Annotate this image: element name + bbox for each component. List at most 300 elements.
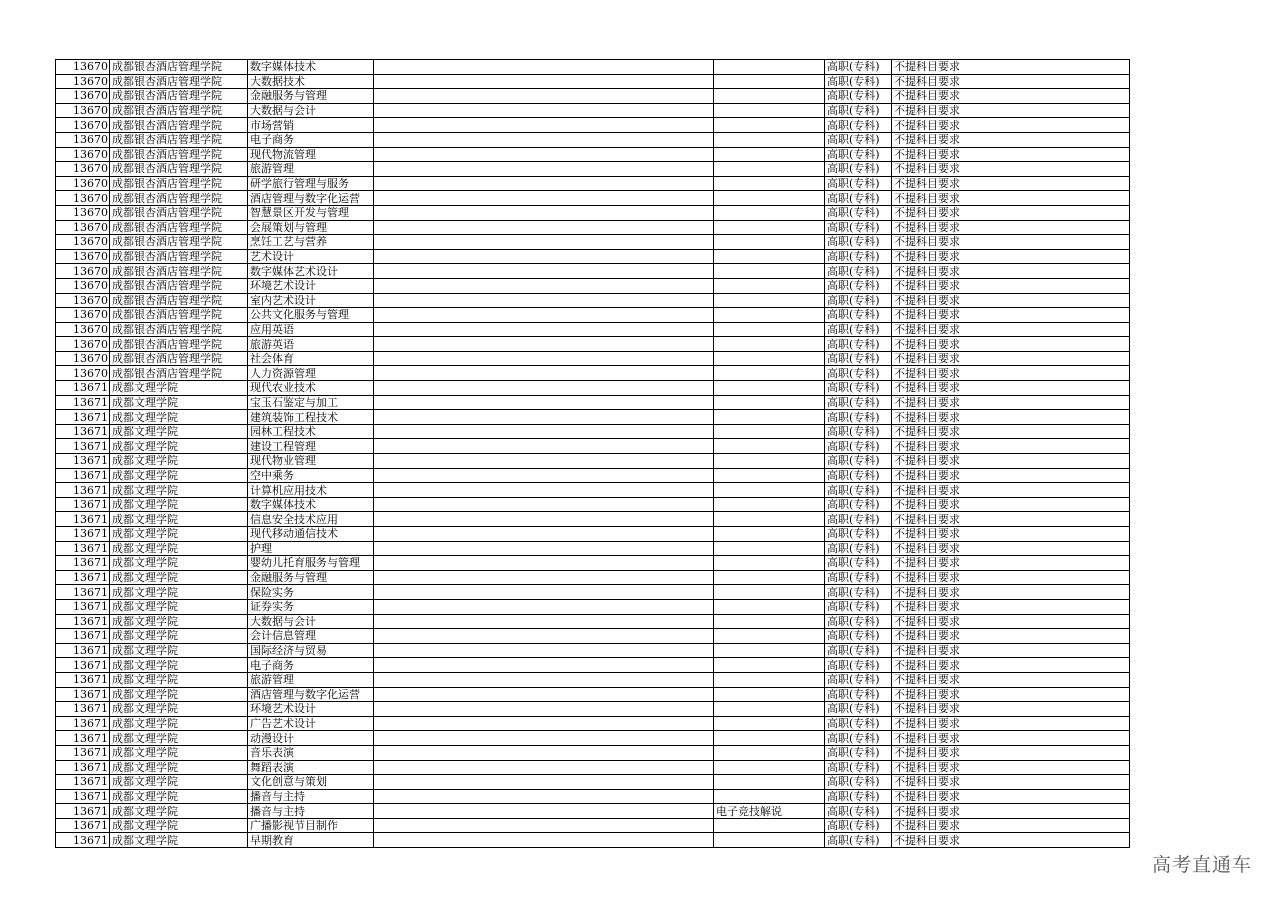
cell-school: 成都文理学院 [110, 745, 248, 760]
cell-blank [374, 89, 714, 104]
cell-school: 成都文理学院 [110, 789, 248, 804]
cell-note [714, 468, 825, 483]
cell-major: 信息安全技术应用 [248, 512, 374, 527]
cell-major: 环境艺术设计 [248, 278, 374, 293]
table-row [56, 147, 1130, 162]
cell-code: 13670 [56, 132, 110, 147]
cell-major: 建设工程管理 [248, 439, 374, 454]
cell-level: 高职(专科) [825, 804, 892, 819]
cell-school: 成都文理学院 [110, 833, 248, 848]
cell-code: 13670 [56, 351, 110, 366]
cell-requirement: 不提科目要求 [892, 351, 1130, 366]
cell-code: 13671 [56, 643, 110, 658]
cell-level: 高职(专科) [825, 74, 892, 89]
cell-school: 成都文理学院 [110, 760, 248, 775]
cell-code: 13670 [56, 205, 110, 220]
cell-requirement: 不提科目要求 [892, 512, 1130, 527]
cell-blank [374, 716, 714, 731]
cell-major: 建筑装饰工程技术 [248, 410, 374, 425]
table-row [56, 789, 1130, 804]
cell-major: 园林工程技术 [248, 424, 374, 439]
cell-code: 13671 [56, 687, 110, 702]
table-row [56, 702, 1130, 717]
cell-note [714, 745, 825, 760]
table-row [56, 424, 1130, 439]
cell-code: 13671 [56, 658, 110, 673]
cell-note [714, 483, 825, 498]
cell-note [714, 672, 825, 687]
cell-school: 成都文理学院 [110, 570, 248, 585]
cell-blank [374, 745, 714, 760]
cell-requirement: 不提科目要求 [892, 278, 1130, 293]
cell-level: 高职(专科) [825, 833, 892, 848]
cell-blank [374, 132, 714, 147]
cell-blank [374, 424, 714, 439]
cell-requirement: 不提科目要求 [892, 468, 1130, 483]
cell-level: 高职(专科) [825, 745, 892, 760]
cell-code: 13671 [56, 599, 110, 614]
cell-requirement: 不提科目要求 [892, 249, 1130, 264]
cell-school: 成都银杏酒店管理学院 [110, 118, 248, 133]
cell-school: 成都银杏酒店管理学院 [110, 176, 248, 191]
cell-level: 高职(专科) [825, 264, 892, 279]
cell-requirement: 不提科目要求 [892, 570, 1130, 585]
table-row [56, 366, 1130, 381]
cell-requirement: 不提科目要求 [892, 804, 1130, 819]
cell-requirement: 不提科目要求 [892, 308, 1130, 323]
table-row [56, 497, 1130, 512]
cell-code: 13671 [56, 527, 110, 542]
cell-code: 13671 [56, 410, 110, 425]
cell-note [714, 89, 825, 104]
cell-school: 成都文理学院 [110, 818, 248, 833]
cell-note [714, 249, 825, 264]
cell-requirement: 不提科目要求 [892, 789, 1130, 804]
cell-requirement: 不提科目要求 [892, 235, 1130, 250]
table-row [56, 249, 1130, 264]
cell-note [714, 614, 825, 629]
cell-code: 13670 [56, 176, 110, 191]
cell-major: 大数据与会计 [248, 614, 374, 629]
table-row [56, 629, 1130, 644]
cell-school: 成都文理学院 [110, 643, 248, 658]
cell-blank [374, 658, 714, 673]
table-row [56, 308, 1130, 323]
cell-major: 音乐表演 [248, 745, 374, 760]
cell-school: 成都文理学院 [110, 497, 248, 512]
cell-note [714, 702, 825, 717]
cell-level: 高职(专科) [825, 760, 892, 775]
cell-blank [374, 702, 714, 717]
cell-note [714, 162, 825, 177]
cell-note: 电子竞技解说 [714, 804, 825, 819]
cell-code: 13671 [56, 716, 110, 731]
cell-code: 13671 [56, 395, 110, 410]
table-row [56, 760, 1130, 775]
cell-level: 高职(专科) [825, 89, 892, 104]
cell-requirement: 不提科目要求 [892, 103, 1130, 118]
cell-level: 高职(专科) [825, 235, 892, 250]
cell-code: 13670 [56, 337, 110, 352]
cell-code: 13670 [56, 74, 110, 89]
cell-school: 成都文理学院 [110, 454, 248, 469]
cell-major: 数字媒体艺术设计 [248, 264, 374, 279]
cell-level: 高职(专科) [825, 468, 892, 483]
table-row [56, 687, 1130, 702]
cell-blank [374, 439, 714, 454]
cell-level: 高职(专科) [825, 702, 892, 717]
cell-code: 13671 [56, 541, 110, 556]
cell-requirement: 不提科目要求 [892, 775, 1130, 790]
cell-level: 高职(专科) [825, 818, 892, 833]
cell-requirement: 不提科目要求 [892, 147, 1130, 162]
cell-school: 成都文理学院 [110, 672, 248, 687]
cell-level: 高职(专科) [825, 132, 892, 147]
cell-blank [374, 176, 714, 191]
cell-requirement: 不提科目要求 [892, 220, 1130, 235]
cell-note [714, 191, 825, 206]
cell-requirement: 不提科目要求 [892, 439, 1130, 454]
cell-level: 高职(专科) [825, 118, 892, 133]
cell-major: 旅游管理 [248, 672, 374, 687]
cell-level: 高职(专科) [825, 337, 892, 352]
cell-major: 早期教育 [248, 833, 374, 848]
cell-level: 高职(专科) [825, 527, 892, 542]
cell-blank [374, 293, 714, 308]
cell-major: 广告艺术设计 [248, 716, 374, 731]
table-row [56, 716, 1130, 731]
table-row [56, 220, 1130, 235]
table-row [56, 643, 1130, 658]
cell-level: 高职(专科) [825, 366, 892, 381]
cell-school: 成都文理学院 [110, 439, 248, 454]
cell-blank [374, 731, 714, 746]
cell-blank [374, 162, 714, 177]
cell-major: 室内艺术设计 [248, 293, 374, 308]
cell-note [714, 278, 825, 293]
cell-school: 成都文理学院 [110, 468, 248, 483]
table-row [56, 833, 1130, 848]
cell-blank [374, 497, 714, 512]
cell-code: 13670 [56, 220, 110, 235]
cell-blank [374, 264, 714, 279]
cell-level: 高职(专科) [825, 629, 892, 644]
cell-level: 高职(专科) [825, 599, 892, 614]
cell-code: 13670 [56, 162, 110, 177]
cell-blank [374, 483, 714, 498]
cell-major: 现代物流管理 [248, 147, 374, 162]
table-row [56, 103, 1130, 118]
cell-code: 13671 [56, 818, 110, 833]
cell-blank [374, 103, 714, 118]
cell-code: 13671 [56, 833, 110, 848]
admission-table [55, 59, 1130, 848]
cell-major: 旅游管理 [248, 162, 374, 177]
cell-blank [374, 599, 714, 614]
cell-note [714, 454, 825, 469]
cell-requirement: 不提科目要求 [892, 643, 1130, 658]
cell-requirement: 不提科目要求 [892, 205, 1130, 220]
cell-requirement: 不提科目要求 [892, 658, 1130, 673]
cell-school: 成都文理学院 [110, 512, 248, 527]
cell-school: 成都文理学院 [110, 804, 248, 819]
cell-school: 成都银杏酒店管理学院 [110, 264, 248, 279]
cell-level: 高职(专科) [825, 556, 892, 571]
cell-school: 成都文理学院 [110, 658, 248, 673]
cell-level: 高职(专科) [825, 293, 892, 308]
cell-major: 金融服务与管理 [248, 89, 374, 104]
cell-note [714, 176, 825, 191]
cell-requirement: 不提科目要求 [892, 60, 1130, 75]
cell-code: 13671 [56, 629, 110, 644]
cell-note [714, 570, 825, 585]
cell-requirement: 不提科目要求 [892, 599, 1130, 614]
cell-major: 广播影视节目制作 [248, 818, 374, 833]
cell-requirement: 不提科目要求 [892, 585, 1130, 600]
cell-requirement: 不提科目要求 [892, 293, 1130, 308]
table-row [56, 337, 1130, 352]
cell-major: 会计信息管理 [248, 629, 374, 644]
table-row [56, 483, 1130, 498]
table-row [56, 614, 1130, 629]
cell-blank [374, 308, 714, 323]
cell-code: 13671 [56, 497, 110, 512]
cell-note [714, 731, 825, 746]
table-row [56, 658, 1130, 673]
cell-major: 舞蹈表演 [248, 760, 374, 775]
cell-note [714, 833, 825, 848]
table-row [56, 585, 1130, 600]
cell-requirement: 不提科目要求 [892, 629, 1130, 644]
cell-major: 市场营销 [248, 118, 374, 133]
cell-note [714, 775, 825, 790]
table-row [56, 541, 1130, 556]
cell-school: 成都文理学院 [110, 775, 248, 790]
cell-major: 现代农业技术 [248, 381, 374, 396]
cell-code: 13670 [56, 89, 110, 104]
cell-code: 13671 [56, 804, 110, 819]
cell-blank [374, 205, 714, 220]
cell-note [714, 235, 825, 250]
cell-school: 成都银杏酒店管理学院 [110, 103, 248, 118]
cell-requirement: 不提科目要求 [892, 366, 1130, 381]
cell-requirement: 不提科目要求 [892, 381, 1130, 396]
cell-note [714, 366, 825, 381]
cell-code: 13670 [56, 278, 110, 293]
cell-major: 酒店管理与数字化运营 [248, 687, 374, 702]
cell-blank [374, 629, 714, 644]
cell-blank [374, 220, 714, 235]
table-row [56, 599, 1130, 614]
table-row [56, 118, 1130, 133]
cell-note [714, 147, 825, 162]
cell-requirement: 不提科目要求 [892, 337, 1130, 352]
cell-major: 旅游英语 [248, 337, 374, 352]
table-row [56, 439, 1130, 454]
cell-blank [374, 541, 714, 556]
cell-code: 13670 [56, 322, 110, 337]
cell-level: 高职(专科) [825, 541, 892, 556]
cell-note [714, 629, 825, 644]
cell-major: 婴幼儿托育服务与管理 [248, 556, 374, 571]
cell-requirement: 不提科目要求 [892, 74, 1130, 89]
cell-school: 成都文理学院 [110, 585, 248, 600]
table-row [56, 351, 1130, 366]
cell-major: 数字媒体技术 [248, 60, 374, 75]
cell-note [714, 556, 825, 571]
cell-note [714, 818, 825, 833]
cell-blank [374, 643, 714, 658]
cell-school: 成都银杏酒店管理学院 [110, 351, 248, 366]
table-row [56, 556, 1130, 571]
cell-note [714, 308, 825, 323]
cell-school: 成都银杏酒店管理学院 [110, 147, 248, 162]
cell-requirement: 不提科目要求 [892, 760, 1130, 775]
cell-school: 成都文理学院 [110, 629, 248, 644]
cell-level: 高职(专科) [825, 103, 892, 118]
table-row [56, 381, 1130, 396]
cell-blank [374, 235, 714, 250]
cell-requirement: 不提科目要求 [892, 497, 1130, 512]
cell-requirement: 不提科目要求 [892, 483, 1130, 498]
cell-note [714, 74, 825, 89]
table-row [56, 235, 1130, 250]
cell-code: 13670 [56, 147, 110, 162]
cell-requirement: 不提科目要求 [892, 541, 1130, 556]
cell-code: 13671 [56, 570, 110, 585]
cell-level: 高职(专科) [825, 454, 892, 469]
cell-level: 高职(专科) [825, 395, 892, 410]
cell-blank [374, 249, 714, 264]
cell-note [714, 351, 825, 366]
cell-level: 高职(专科) [825, 162, 892, 177]
cell-major: 保险实务 [248, 585, 374, 600]
cell-level: 高职(专科) [825, 439, 892, 454]
cell-school: 成都银杏酒店管理学院 [110, 220, 248, 235]
cell-code: 13670 [56, 264, 110, 279]
cell-major: 大数据技术 [248, 74, 374, 89]
cell-code: 13671 [56, 483, 110, 498]
cell-note [714, 716, 825, 731]
cell-note [714, 599, 825, 614]
cell-major: 证券实务 [248, 599, 374, 614]
cell-blank [374, 322, 714, 337]
cell-requirement: 不提科目要求 [892, 118, 1130, 133]
cell-note [714, 395, 825, 410]
cell-code: 13671 [56, 731, 110, 746]
cell-school: 成都文理学院 [110, 731, 248, 746]
cell-blank [374, 468, 714, 483]
cell-requirement: 不提科目要求 [892, 191, 1130, 206]
cell-blank [374, 381, 714, 396]
table-row [56, 322, 1130, 337]
cell-school: 成都文理学院 [110, 541, 248, 556]
cell-level: 高职(专科) [825, 147, 892, 162]
cell-level: 高职(专科) [825, 570, 892, 585]
cell-blank [374, 60, 714, 75]
table-row [56, 672, 1130, 687]
cell-school: 成都文理学院 [110, 599, 248, 614]
cell-note [714, 205, 825, 220]
table-row [56, 162, 1130, 177]
cell-level: 高职(专科) [825, 249, 892, 264]
cell-note [714, 381, 825, 396]
cell-note [714, 220, 825, 235]
cell-major: 公共文化服务与管理 [248, 308, 374, 323]
cell-major: 社会体育 [248, 351, 374, 366]
cell-major: 文化创意与策划 [248, 775, 374, 790]
cell-note [714, 118, 825, 133]
cell-school: 成都文理学院 [110, 716, 248, 731]
table-row [56, 278, 1130, 293]
cell-requirement: 不提科目要求 [892, 614, 1130, 629]
cell-school: 成都银杏酒店管理学院 [110, 60, 248, 75]
cell-requirement: 不提科目要求 [892, 89, 1130, 104]
cell-level: 高职(专科) [825, 410, 892, 425]
cell-requirement: 不提科目要求 [892, 716, 1130, 731]
cell-blank [374, 672, 714, 687]
cell-blank [374, 147, 714, 162]
cell-school: 成都银杏酒店管理学院 [110, 235, 248, 250]
cell-major: 会展策划与管理 [248, 220, 374, 235]
cell-school: 成都文理学院 [110, 687, 248, 702]
cell-major: 播音与主持 [248, 789, 374, 804]
table-row [56, 132, 1130, 147]
cell-code: 13671 [56, 760, 110, 775]
cell-blank [374, 775, 714, 790]
cell-level: 高职(专科) [825, 614, 892, 629]
cell-major: 播音与主持 [248, 804, 374, 819]
cell-major: 现代移动通信技术 [248, 527, 374, 542]
cell-major: 人力资源管理 [248, 366, 374, 381]
table-row [56, 804, 1130, 819]
cell-requirement: 不提科目要求 [892, 264, 1130, 279]
cell-school: 成都银杏酒店管理学院 [110, 293, 248, 308]
cell-note [714, 293, 825, 308]
cell-blank [374, 556, 714, 571]
cell-blank [374, 118, 714, 133]
cell-school: 成都银杏酒店管理学院 [110, 278, 248, 293]
cell-blank [374, 74, 714, 89]
cell-level: 高职(专科) [825, 351, 892, 366]
cell-blank [374, 454, 714, 469]
cell-note [714, 322, 825, 337]
cell-school: 成都文理学院 [110, 395, 248, 410]
cell-code: 13670 [56, 366, 110, 381]
cell-level: 高职(专科) [825, 497, 892, 512]
cell-school: 成都文理学院 [110, 556, 248, 571]
cell-note [714, 497, 825, 512]
cell-code: 13671 [56, 454, 110, 469]
cell-blank [374, 410, 714, 425]
cell-blank [374, 614, 714, 629]
cell-requirement: 不提科目要求 [892, 454, 1130, 469]
cell-blank [374, 760, 714, 775]
cell-note [714, 541, 825, 556]
cell-code: 13671 [56, 585, 110, 600]
cell-note [714, 264, 825, 279]
cell-code: 13671 [56, 439, 110, 454]
cell-school: 成都银杏酒店管理学院 [110, 191, 248, 206]
cell-blank [374, 585, 714, 600]
cell-code: 13670 [56, 249, 110, 264]
cell-note [714, 410, 825, 425]
cell-code: 13670 [56, 293, 110, 308]
cell-major: 空中乘务 [248, 468, 374, 483]
cell-major: 电子商务 [248, 132, 374, 147]
table-row [56, 264, 1130, 279]
cell-major: 应用英语 [248, 322, 374, 337]
